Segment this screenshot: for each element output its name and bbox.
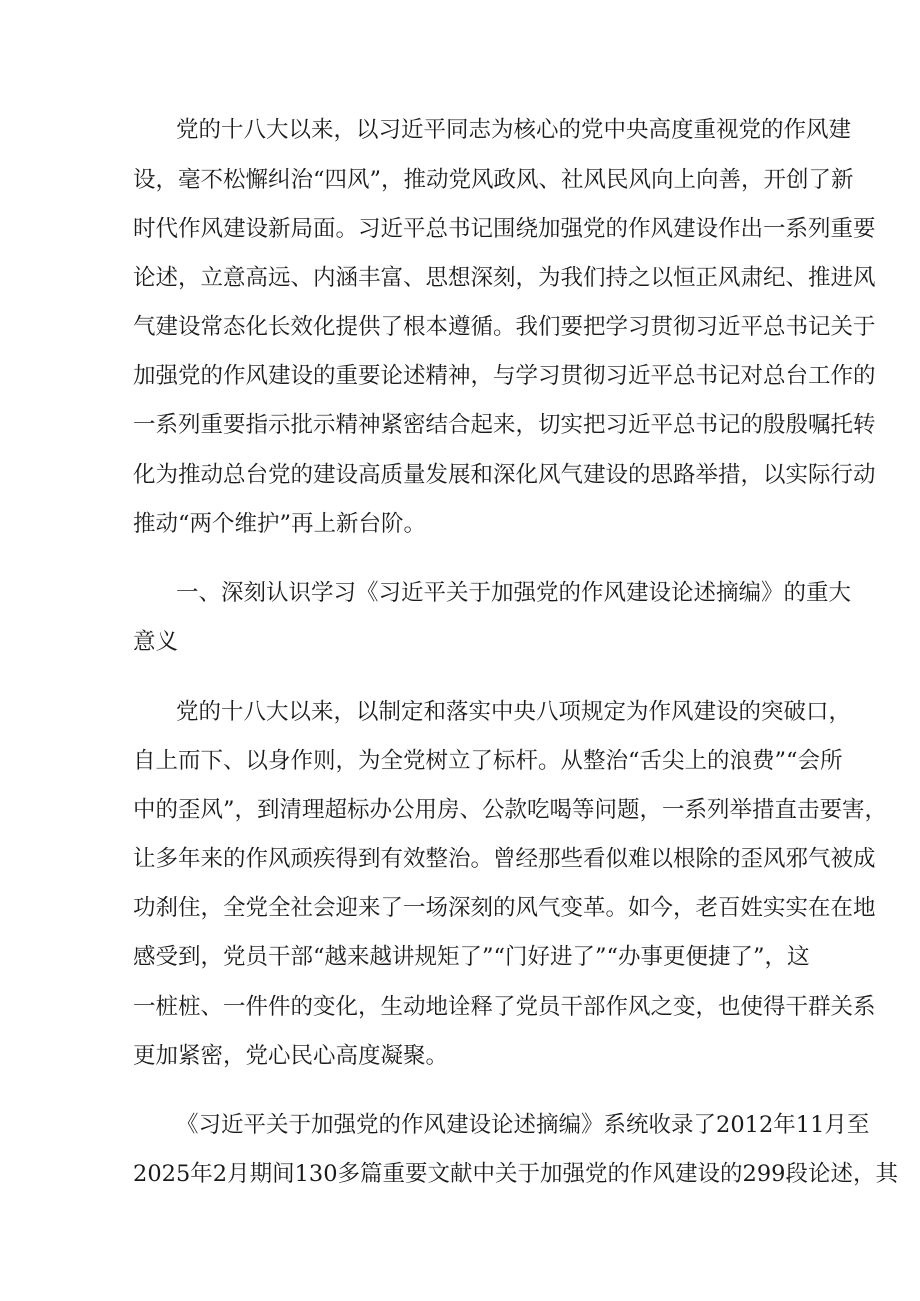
text-line: 自上而下、以身作则，为全党树立了标杆。从整治“舌尖上的浪费”“会所 xyxy=(133,748,843,774)
text-line: 2025年2月期间130多篇重要文献中关于加强党的作风建设的299段论述，其 xyxy=(133,1161,898,1187)
text-line: 功刹住，全党全社会迎来了一场深刻的风气变革。如今，老百姓实实在在地 xyxy=(133,895,876,921)
text-line: 一系列重要指示批示精神紧密结合起来，切实把习近平总书记的殷殷嘱托转 xyxy=(133,412,876,438)
text-line: 党的十八大以来，以制定和落实中央八项规定为作风建设的突破口， xyxy=(176,699,852,725)
text-line: 中的歪风”，到清理超标办公用房、公款吃喝等问题，一系列举措直击要害， xyxy=(133,797,888,823)
text-line: 化为推动总台党的建设高质量发展和深化风气建设的思路举措，以实际行动 xyxy=(133,462,876,488)
text-line: 推动“两个维护”再上新台阶。 xyxy=(133,511,427,537)
heading-line: 一、深刻认识学习《习近平关于加强党的作风建设论述摘编》的重大 xyxy=(176,580,852,606)
text-line: 让多年来的作风顽疾得到有效整治。曾经那些看似难以根除的歪风邪气被成 xyxy=(133,846,876,872)
text-line: 设，毫不松懈纠治“四风”，推动党风政风、社风民风向上向善，开创了新 xyxy=(133,167,854,193)
heading-line: 意义 xyxy=(133,629,179,655)
text-line: 加强党的作风建设的重要论述精神，与学习贯彻习近平总书记对总台工作的 xyxy=(133,363,876,389)
text-line: 气建设常态化长效化提供了根本遵循。我们要把学习贯彻习近平总书记关于 xyxy=(133,314,876,340)
text-line: 一桩桩、一件件的变化，生动地诠释了党员干部作风之变，也使得干群关系 xyxy=(133,994,876,1020)
text-line: 感受到，党员干部“越来越讲规矩了”“门好进了”“办事更便捷了”，这 xyxy=(133,944,810,970)
text-line: 时代作风建设新局面。习近平总书记围绕加强党的作风建设作出一系列重要 xyxy=(133,216,876,242)
text-line: 更加紧密，党心民心高度凝聚。 xyxy=(133,1043,449,1069)
text-line: 《习近平关于加强党的作风建设论述摘编》系统收录了2012年11月至 xyxy=(176,1112,870,1138)
text-line: 论述，立意高远、内涵丰富、思想深刻，为我们持之以恒正风肃纪、推进风 xyxy=(133,265,876,291)
text-line: 党的十八大以来，以习近平同志为核心的党中央高度重视党的作风建 xyxy=(176,117,852,143)
